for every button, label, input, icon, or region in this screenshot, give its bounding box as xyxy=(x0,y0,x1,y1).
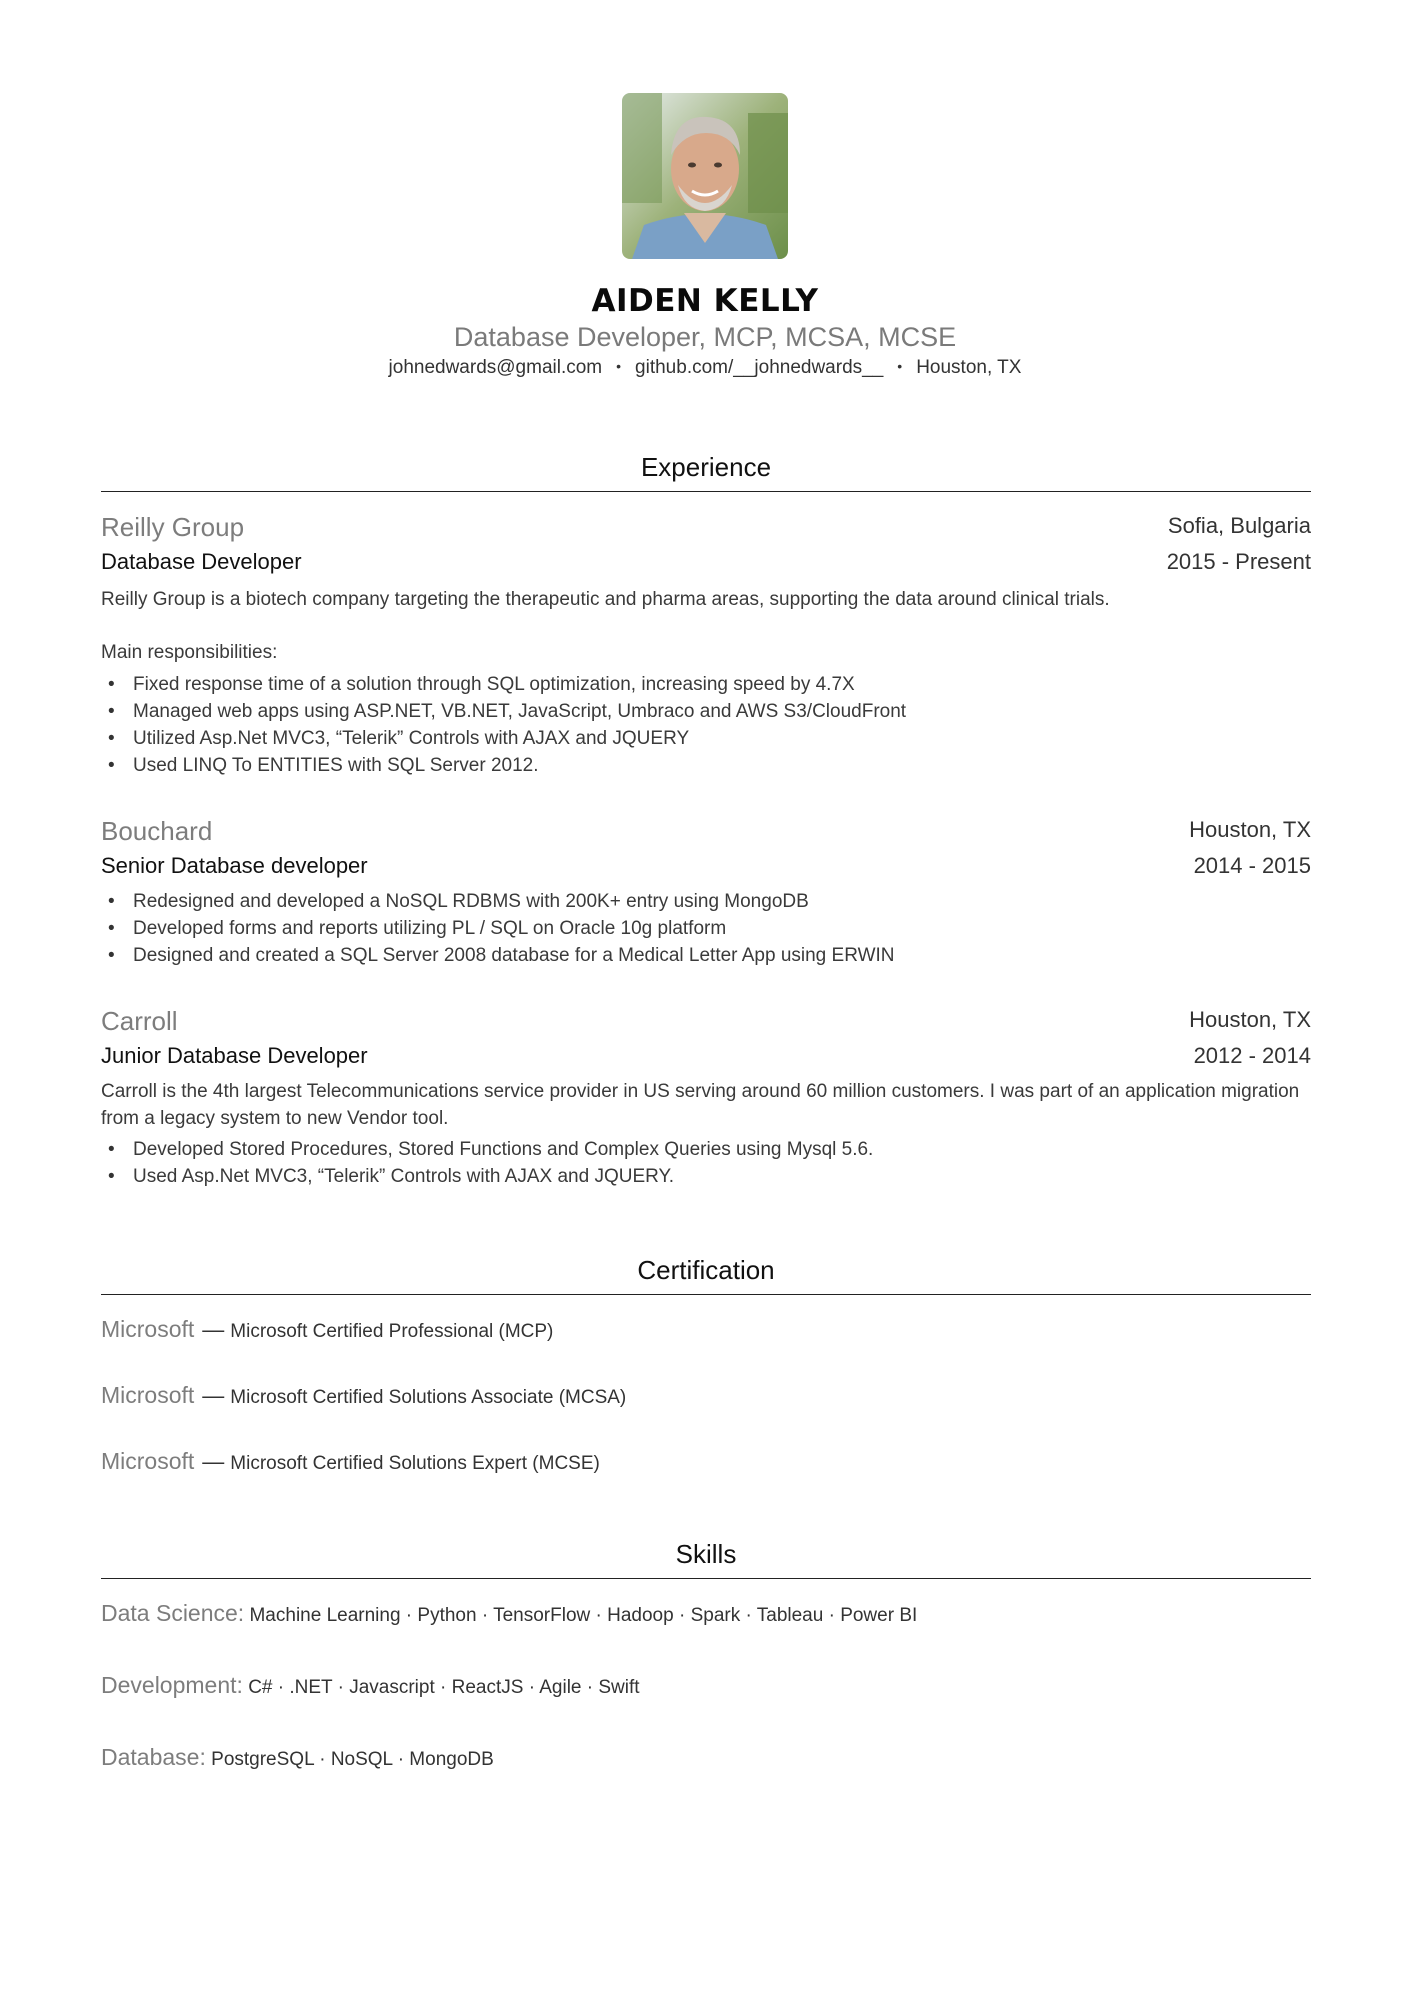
skill-category: Data Science: xyxy=(101,1600,245,1626)
skill-items: Machine Learning · Python · TensorFlow · Hadoop · Spark · Tableau · Power BI xyxy=(249,1605,918,1626)
skill-items: C# · .NET · Javascript · ReactJS · Agile · Swift xyxy=(248,1677,640,1698)
job-description: Reilly Group is a biotech company targeting the therapeutic and pharma areas, supporting the data around clinical trials. xyxy=(101,589,1110,610)
section-heading-certification: Certification xyxy=(101,1255,1311,1295)
skill-group xyxy=(101,1672,640,1699)
job-entry xyxy=(101,1006,1311,1076)
job-bullet: • Used LINQ To ENTITIES with SQL Server 2012. xyxy=(101,752,1311,779)
job-bullet: • Used Asp.Net MVC3, “Telerik” Controls with AJAX and JQUERY. xyxy=(101,1163,1311,1190)
job-bullet: • Developed Stored Procedures, Stored Functions and Complex Queries using Mysql 5.6. xyxy=(101,1136,1311,1163)
cert-dash: — xyxy=(202,1383,225,1408)
job-bullet: • Redesigned and developed a NoSQL RDBMS with 200K+ entry using MongoDB xyxy=(101,888,1311,915)
job-role: Junior Database Developer xyxy=(101,1043,368,1068)
cert-item xyxy=(101,1316,553,1343)
job-description: Carroll is the 4th largest Telecommunications service provider in US serving around 60 million customers. I was part of an application migration from a legacy system to new Vendor tool. xyxy=(101,1081,1300,1129)
job-dates: 2015 - Present xyxy=(1166,549,1311,574)
job-intro: Main responsibilities: xyxy=(101,642,278,663)
cert-dash: — xyxy=(202,1317,225,1342)
job-location: Houston, TX xyxy=(1189,817,1311,842)
job-bullet: • Utilized Asp.Net MVC3, “Telerik” Controls with AJAX and JQUERY xyxy=(101,725,1311,752)
contact-separator: • xyxy=(897,358,903,374)
job-company: Carroll xyxy=(101,1006,178,1036)
job-bullet: • Fixed response time of a solution through SQL optimization, increasing speed by 4.7X xyxy=(101,671,1311,698)
job-role: Senior Database developer xyxy=(101,853,368,878)
profile-photo-image xyxy=(622,93,788,259)
job-company: Bouchard xyxy=(101,816,213,846)
job-bullet: • Managed web apps using ASP.NET, VB.NET, JavaScript, Umbraco and AWS S3/CloudFront xyxy=(101,698,1311,725)
job-company: Reilly Group xyxy=(101,512,245,542)
cert-item xyxy=(101,1382,626,1409)
job-bullet: • Designed and created a SQL Server 2008 database for a Medical Letter App using ERWIN xyxy=(101,942,1311,969)
job-entry xyxy=(101,512,1311,582)
job-location: Sofia, Bulgaria xyxy=(1167,513,1311,538)
skill-category: Development: xyxy=(101,1672,243,1698)
contact-location: Houston, TX xyxy=(916,357,1022,378)
cert-issuer: Microsoft xyxy=(101,1382,195,1408)
contact-separator: • xyxy=(616,358,622,374)
candidate-title: Database Developer, MCP, MCSA, MCSE xyxy=(453,322,957,352)
cert-name: Microsoft Certified Professional (MCP) xyxy=(230,1321,554,1342)
section-heading-experience: Experience xyxy=(101,452,1311,492)
job-entry xyxy=(101,816,1311,886)
contact-github[interactable]: github.com/__johnedwards__ xyxy=(635,357,884,378)
cert-item xyxy=(101,1448,600,1475)
job-bullets xyxy=(101,1136,1311,1190)
job-bullet: • Developed forms and reports utilizing PL / SQL on Oracle 10g platform xyxy=(101,915,1311,942)
candidate-name: AIDEN KELLY xyxy=(591,283,819,319)
skill-group xyxy=(101,1600,917,1627)
skill-category: Database: xyxy=(101,1744,206,1770)
section-heading-skills: Skills xyxy=(101,1539,1311,1579)
job-bullets xyxy=(101,888,1311,969)
profile-photo xyxy=(622,93,788,259)
cert-name: Microsoft Certified Solutions Associate (MCSA) xyxy=(230,1387,627,1408)
job-dates: 2012 - 2014 xyxy=(1193,1043,1311,1068)
job-bullets xyxy=(101,671,1311,779)
contact-line xyxy=(0,357,1410,379)
cert-name: Microsoft Certified Solutions Expert (MCSE) xyxy=(230,1453,600,1474)
skill-items: PostgreSQL · NoSQL · MongoDB xyxy=(211,1749,494,1770)
job-dates: 2014 - 2015 xyxy=(1193,853,1311,878)
cert-dash: — xyxy=(202,1449,225,1474)
skill-group xyxy=(101,1744,494,1771)
job-location: Houston, TX xyxy=(1189,1007,1311,1032)
job-role: Database Developer xyxy=(101,549,302,574)
contact-email[interactable]: johnedwards@gmail.com xyxy=(388,357,603,378)
cert-issuer: Microsoft xyxy=(101,1316,195,1342)
cert-issuer: Microsoft xyxy=(101,1448,195,1474)
